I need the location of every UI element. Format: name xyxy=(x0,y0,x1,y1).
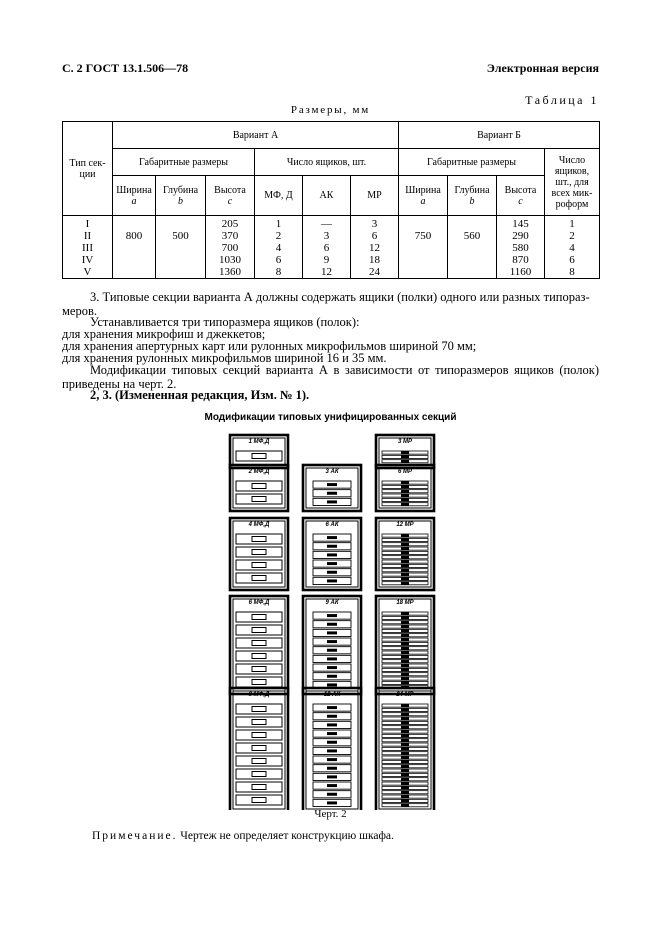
mf-drawer-handle xyxy=(252,746,266,751)
mf-drawer xyxy=(236,756,282,766)
mr-shelf-handle xyxy=(401,538,409,541)
mr-label-4: 18 МР xyxy=(396,600,414,606)
mr-shelf-handle xyxy=(401,651,409,654)
ak-drawer-handle xyxy=(327,562,337,565)
mf-drawer-handle xyxy=(252,798,266,803)
header-standard: С. 2 ГОСТ 13.1.506—78 xyxy=(62,61,189,75)
ak-drawer-handle xyxy=(327,631,337,634)
paragraph-revision: 2, 3. (Измененная редакция, Изм. № 1). xyxy=(90,388,310,402)
ak-label-3: 9 АК xyxy=(325,600,339,606)
mf-drawer xyxy=(236,769,282,779)
mf-drawer xyxy=(236,573,282,583)
mr-shelf-handle xyxy=(401,664,409,667)
type-column: I II III IV V xyxy=(63,216,113,279)
mf-drawer xyxy=(236,638,282,648)
mf-drawer xyxy=(236,481,282,491)
mr-shelf-handle xyxy=(401,734,409,737)
height-a-header: Высота с xyxy=(206,176,255,216)
mr-shelf-handle xyxy=(401,642,409,645)
mr-shelf-handle xyxy=(401,481,409,484)
note-label: Примечание. xyxy=(92,830,178,842)
mf-drawer-handle xyxy=(252,641,266,646)
ak-drawer-handle xyxy=(327,758,337,761)
mr-shelf-handle xyxy=(401,799,409,802)
mf-drawer-handle xyxy=(252,628,266,633)
table-subtitle: Размеры, мм xyxy=(290,104,371,116)
mr-shelf-handle xyxy=(401,681,409,684)
mr-shelf-handle xyxy=(401,713,409,716)
mr-shelf-handle xyxy=(401,726,409,729)
ak-drawer-handle xyxy=(327,706,337,709)
variant-a-header: Вариант А xyxy=(113,122,399,149)
mf-label-5: 8 МФ,Д xyxy=(248,692,270,698)
ak-drawer-handle xyxy=(327,614,337,617)
ak-drawer-handle xyxy=(327,793,337,796)
ak-drawer-handle xyxy=(327,571,337,574)
ak-label-1: 3 АК xyxy=(325,469,339,475)
mr-shelf-handle xyxy=(401,547,409,550)
width-b-header: Ширина а xyxy=(399,176,448,216)
note xyxy=(92,830,394,842)
mf-drawer-handle xyxy=(252,733,266,738)
ak-drawer-handle xyxy=(327,483,337,486)
mr-shelf-handle xyxy=(401,769,409,772)
mr-shelf-handle xyxy=(401,569,409,572)
mr-shelf-handle xyxy=(401,791,409,794)
mr-shelf-handle xyxy=(401,721,409,724)
mr-shelf-handle xyxy=(401,717,409,720)
mr-shelf-handle xyxy=(401,621,409,624)
mf-drawer-handle xyxy=(252,759,266,764)
mr-shelf-handle xyxy=(401,655,409,658)
ak-header: АК xyxy=(303,176,351,216)
header-edition: Электронная версия xyxy=(486,61,599,75)
ak-drawer-handle xyxy=(327,741,337,744)
ak-drawer-handle xyxy=(327,492,337,495)
mr-shelf-handle xyxy=(401,795,409,798)
mr-shelf-handle xyxy=(401,494,409,497)
col-section-type: Тип сек-ции xyxy=(63,122,113,216)
depth-a-value: 500 xyxy=(156,216,206,279)
mr-shelf-handle xyxy=(401,668,409,671)
mf-drawer-handle xyxy=(252,537,266,542)
mf-drawer xyxy=(236,730,282,740)
mf-drawer xyxy=(236,651,282,661)
mr-label-5: 24 МР xyxy=(396,692,414,698)
ak-drawer-handle xyxy=(327,767,337,770)
mr-shelf-handle xyxy=(401,534,409,537)
mr-shelf-handle xyxy=(401,756,409,759)
mf-drawer-handle xyxy=(252,654,266,659)
ak-drawer-handle xyxy=(327,732,337,735)
ak-drawer-handle xyxy=(327,500,337,503)
ak-drawer-handle xyxy=(327,649,337,652)
mf-label-4: 6 МФ,Д xyxy=(248,600,270,606)
mr-shelf-handle xyxy=(401,564,409,567)
mr-shelf-handle xyxy=(401,577,409,580)
ak-drawer-handle xyxy=(327,579,337,582)
mf-drawer xyxy=(236,560,282,570)
depth-b-value: 560 xyxy=(448,216,497,279)
depth-b-header: Глубина b xyxy=(448,176,497,216)
sizes-table xyxy=(62,121,600,279)
mr-shelf-handle xyxy=(401,765,409,768)
mr-shelf-handle xyxy=(401,612,409,615)
mf-drawer xyxy=(236,547,282,557)
mr-shelf-handle xyxy=(401,660,409,663)
drawers-a-header: Число ящиков, шт. xyxy=(255,149,399,176)
mf-drawer-handle xyxy=(252,707,266,712)
ak-drawer-handle xyxy=(327,666,337,669)
figure-title: Модификации типовых унифицированных секций xyxy=(204,412,457,423)
paragraph-rolls: для хранения рулонных микрофильмов шириной 16 и 35 мм. xyxy=(62,351,387,365)
mr-shelf-handle xyxy=(401,556,409,559)
mr-shelf-handle xyxy=(401,625,409,628)
depth-a-header: Глубина b xyxy=(156,176,206,216)
mf-drawer xyxy=(236,782,282,792)
mr-shelf-handle xyxy=(401,760,409,763)
width-a-value: 800 xyxy=(113,216,156,279)
mf-drawer xyxy=(236,664,282,674)
mr-shelf-handle xyxy=(401,485,409,488)
paragraph-3: 3. Типовые секции варианта А должны содержать ящики (полки) одного или разных типораз-меров. xyxy=(62,290,590,318)
height-b-column: 145 290 580 870 1160 xyxy=(497,216,545,279)
mf-drawer-handle xyxy=(252,615,266,620)
mf-drawer-handle xyxy=(252,497,266,502)
ak-drawer-handle xyxy=(327,553,337,556)
figure-caption: Черт. 2 xyxy=(314,808,347,820)
ak-drawer-handle xyxy=(327,801,337,804)
ak-label-4: 12 АК xyxy=(323,692,341,698)
mr-column: 3 6 12 18 24 xyxy=(351,216,399,279)
mr-shelf-handle xyxy=(401,503,409,506)
height-b-header: Высота с xyxy=(497,176,545,216)
mr-shelf-handle xyxy=(401,743,409,746)
mf-drawer-handle xyxy=(252,484,266,489)
mf-drawer-handle xyxy=(252,454,266,459)
mr-shelf-handle xyxy=(401,786,409,789)
mr-label-2: 6 МР xyxy=(397,469,413,475)
mr-shelf-handle xyxy=(401,778,409,781)
drawers-b-header: Число ящиков, шт., для всех мик-роформ xyxy=(545,149,600,216)
mf-drawer-handle xyxy=(252,785,266,790)
ak-drawer-handle xyxy=(327,683,337,686)
mf-label-2: 2 МФ,Д xyxy=(248,469,270,475)
mr-shelf-handle xyxy=(401,634,409,637)
ak-drawer-handle xyxy=(327,623,337,626)
mf-drawer xyxy=(236,704,282,714)
mf-drawer xyxy=(236,534,282,544)
dims-a-header: Габаритные размеры xyxy=(113,149,255,176)
mf-drawer-handle xyxy=(252,772,266,777)
table-caption: Таблица 1 xyxy=(525,93,599,107)
mf-drawer-handle xyxy=(252,576,266,581)
mr-shelf-handle xyxy=(401,573,409,576)
mr-shelf-handle xyxy=(401,647,409,650)
width-a-header: Ширина а xyxy=(113,176,156,216)
mf-drawer xyxy=(236,717,282,727)
paragraph-sizes: Устанавливается три типоразмера ящиков (полок): xyxy=(90,315,360,329)
mf-drawer xyxy=(236,743,282,753)
ak-drawer-handle xyxy=(327,784,337,787)
ak-drawer-handle xyxy=(327,536,337,539)
mf-header: МФ, Д xyxy=(255,176,303,216)
mr-shelf-handle xyxy=(401,551,409,554)
mr-shelf-handle xyxy=(401,704,409,707)
mf-drawer-handle xyxy=(252,563,266,568)
ak-drawer-handle xyxy=(327,723,337,726)
mf-drawer-handle xyxy=(252,667,266,672)
mr-shelf-handle xyxy=(401,752,409,755)
ak-column: — 3 6 9 12 xyxy=(303,216,351,279)
mf-column: 1 2 4 6 8 xyxy=(255,216,303,279)
mr-shelf-handle xyxy=(401,543,409,546)
width-b-value: 750 xyxy=(399,216,448,279)
height-a-column: 205 370 700 1030 1360 xyxy=(206,216,255,279)
mr-shelf-handle xyxy=(401,708,409,711)
ak-drawer-handle xyxy=(327,545,337,548)
ak-drawer-handle xyxy=(327,715,337,718)
mr-header: МР xyxy=(351,176,399,216)
ak-drawer-handle xyxy=(327,775,337,778)
ak-drawer-handle xyxy=(327,640,337,643)
note-text: Чертеж не определяет конструкцию шкафа. xyxy=(177,830,394,842)
cabinet-figure xyxy=(0,430,661,810)
drawers-b-column: 1 2 4 6 8 xyxy=(545,216,600,279)
mr-shelf-handle xyxy=(401,490,409,493)
mr-shelf-handle xyxy=(401,560,409,563)
mf-drawer xyxy=(236,795,282,805)
mf-drawer xyxy=(236,677,282,687)
mf-label-1: 1 МФ,Д xyxy=(248,439,270,445)
mf-label-3: 4 МФ,Д xyxy=(248,522,270,528)
mr-shelf-handle xyxy=(401,616,409,619)
mr-shelf-handle xyxy=(401,460,409,463)
mf-drawer-handle xyxy=(252,550,266,555)
mr-shelf-handle xyxy=(401,498,409,501)
mf-drawer xyxy=(236,451,282,461)
mr-shelf-handle xyxy=(401,739,409,742)
mr-shelf-handle xyxy=(401,582,409,585)
paragraph-microfiche: для хранения микрофиш и джеккетов; xyxy=(62,327,266,341)
ak-drawer-handle xyxy=(327,675,337,678)
variant-b-header: Вариант Б xyxy=(399,122,600,149)
mr-shelf-handle xyxy=(401,629,409,632)
dims-b-header: Габаритные размеры xyxy=(399,149,545,176)
mf-drawer xyxy=(236,625,282,635)
mr-shelf-handle xyxy=(401,638,409,641)
mr-shelf-handle xyxy=(401,730,409,733)
mr-shelf-handle xyxy=(401,782,409,785)
mr-shelf-handle xyxy=(401,455,409,458)
mr-shelf-handle xyxy=(401,673,409,676)
ak-drawer-handle xyxy=(327,749,337,752)
paragraph-aperture: для хранения апертурных карт или рулонных микрофильмов шириной 70 мм; xyxy=(62,339,477,353)
mr-shelf-handle xyxy=(401,451,409,454)
mf-drawer xyxy=(236,612,282,622)
ak-label-2: 6 АК xyxy=(325,522,339,528)
mf-drawer-handle xyxy=(252,680,266,685)
mr-label-3: 12 МР xyxy=(396,522,414,528)
mf-drawer xyxy=(236,494,282,504)
mr-shelf-handle xyxy=(401,747,409,750)
mr-shelf-handle xyxy=(401,773,409,776)
mr-shelf-handle xyxy=(401,804,409,807)
paragraph-modifications: Модификации типовых секций варианта А в зависимости от типоразмеров ящиков (полок) приведены на черт. 2. xyxy=(62,363,599,391)
mr-shelf-handle xyxy=(401,677,409,680)
ak-drawer-handle xyxy=(327,657,337,660)
mf-drawer-handle xyxy=(252,720,266,725)
mr-label-1: 3 МР xyxy=(397,439,413,445)
